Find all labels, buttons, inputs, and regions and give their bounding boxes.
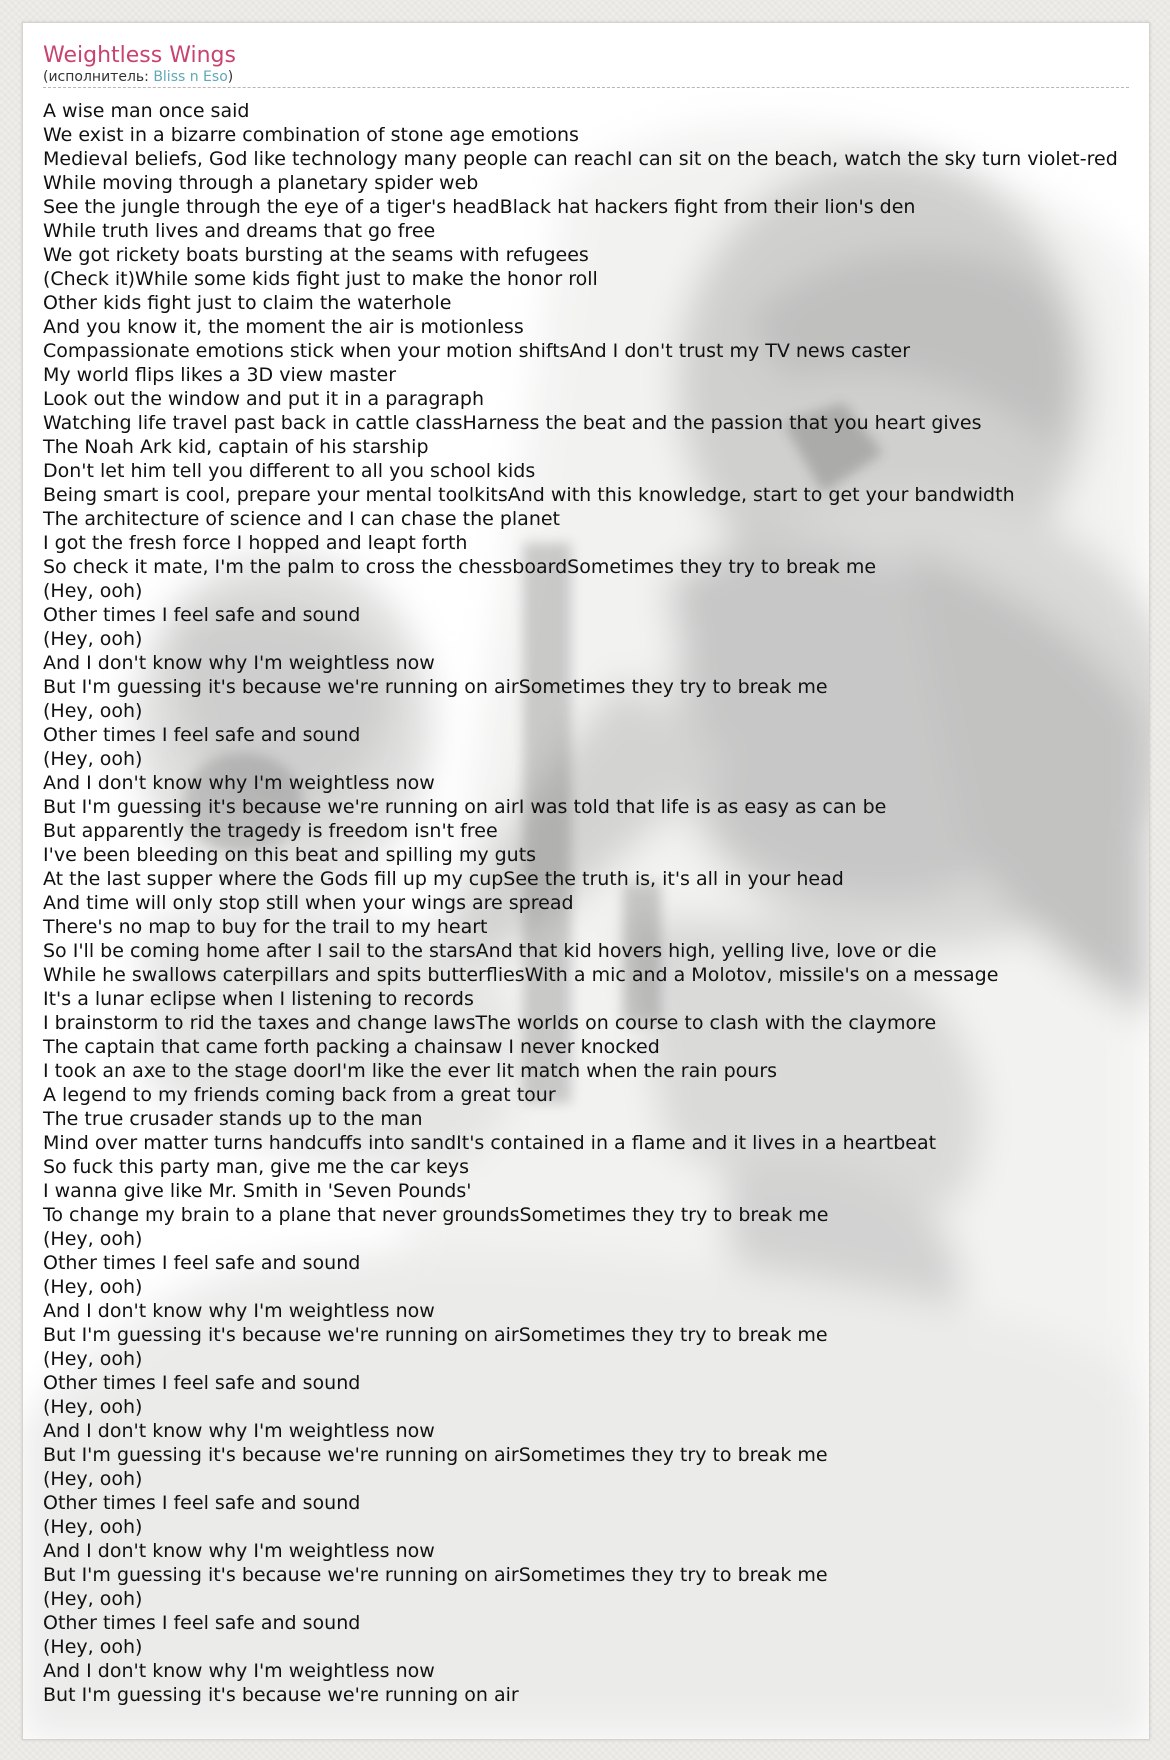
lyric-line: (Hey, ooh) — [43, 1348, 143, 1370]
lyric-line: The captain that came forth packing a chainsaw I never knocked — [43, 1036, 660, 1058]
lyric-line: See the jungle through the eye of a tiger's headBlack hat hackers fight from their lion's den — [43, 196, 916, 218]
lyric-line: I wanna give like Mr. Smith in 'Seven Pounds' — [43, 1180, 472, 1202]
lyric-line: Mind over matter turns handcuffs into sandIt's contained in a flame and it lives in a heartbeat — [43, 1132, 937, 1154]
lyric-line: (Hey, ooh) — [43, 1588, 143, 1610]
lyric-line: (Hey, ooh) — [43, 1276, 143, 1298]
lyric-line: And I don't know why I'm weightless now — [43, 652, 435, 674]
lyric-line: At the last supper where the Gods fill up my cupSee the truth is, it's all in your head — [43, 868, 844, 890]
lyric-line: But I'm guessing it's because we're running on airI was told that life is as easy as can be — [43, 796, 887, 818]
lyric-line: So I'll be coming home after I sail to the starsAnd that kid hovers high, yelling live, love or die — [43, 940, 937, 962]
lyric-line: I've been bleeding on this beat and spilling my guts — [43, 844, 537, 866]
lyric-line: Other times I feel safe and sound — [43, 1252, 361, 1274]
lyric-line: (Hey, ooh) — [43, 580, 143, 602]
song-title: Weightless Wings — [43, 43, 236, 68]
lyric-line: And I don't know why I'm weightless now — [43, 1300, 435, 1322]
lyric-line: There's no map to buy for the trail to my heart — [43, 916, 488, 938]
lyric-line: A legend to my friends coming back from a great tour — [43, 1084, 556, 1106]
lyric-line: But I'm guessing it's because we're running on airSometimes they try to break me — [43, 1324, 828, 1346]
lyric-line: And I don't know why I'm weightless now — [43, 772, 435, 794]
lyric-line: The architecture of science and I can chase the planet — [43, 508, 561, 530]
lyric-line: And I don't know why I'm weightless now — [43, 1420, 435, 1442]
lyric-line: The Noah Ark kid, captain of his starship — [43, 436, 429, 458]
lyric-line: While he swallows caterpillars and spits butterfliesWith a mic and a Molotov, missile's on a message — [43, 964, 999, 986]
lyric-line: We got rickety boats bursting at the seams with refugees — [43, 244, 589, 266]
lyric-line: My world flips likes a 3D view master — [43, 364, 397, 386]
lyric-line: I brainstorm to rid the taxes and change lawsThe worlds on course to clash with the claymore — [43, 1012, 937, 1034]
lyric-line: Other times I feel safe and sound — [43, 604, 361, 626]
lyric-line: But I'm guessing it's because we're running on airSometimes they try to break me — [43, 676, 828, 698]
lyric-line: (Hey, ooh) — [43, 1516, 143, 1538]
lyric-line: While truth lives and dreams that go free — [43, 220, 436, 242]
lyric-line: And you know it, the moment the air is motionless — [43, 316, 524, 338]
lyric-line: Other times I feel safe and sound — [43, 724, 361, 746]
lyric-line: Compassionate emotions stick when your motion shiftsAnd I don't trust my TV news caster — [43, 340, 911, 362]
lyric-line: Other kids fight just to claim the waterhole — [43, 292, 452, 314]
lyric-line: (Hey, ooh) — [43, 1636, 143, 1658]
performer-line — [43, 69, 1129, 88]
artist-link[interactable]: Bliss n Eso — [153, 69, 228, 85]
lyric-line: But I'm guessing it's because we're running on air — [43, 1684, 519, 1706]
lyric-line: The true crusader stands up to the man — [43, 1108, 423, 1130]
lyric-line: So check it mate, I'm the palm to cross the chessboardSometimes they try to break me — [43, 556, 877, 578]
lyrics-card — [22, 22, 1150, 1740]
lyric-line: (Hey, ooh) — [43, 628, 143, 650]
lyric-line: Other times I feel safe and sound — [43, 1492, 361, 1514]
performer-suffix: ) — [227, 69, 234, 85]
lyric-line: Look out the window and put it in a paragraph — [43, 388, 485, 410]
lyric-line: And I don't know why I'm weightless now — [43, 1540, 435, 1562]
lyric-line: I took an axe to the stage doorI'm like the ever lit match when the rain pours — [43, 1060, 778, 1082]
lyric-line: Watching life travel past back in cattle classHarness the beat and the passion that you heart gives — [43, 412, 982, 434]
lyric-line: (Hey, ooh) — [43, 1396, 143, 1418]
lyric-line: I got the fresh force I hopped and leapt forth — [43, 532, 468, 554]
lyric-line: (Hey, ooh) — [43, 1228, 143, 1250]
lyric-line: Don't let him tell you different to all you school kids — [43, 460, 536, 482]
lyrics-content — [43, 43, 1149, 1739]
lyric-line: Being smart is cool, prepare your mental toolkitsAnd with this knowledge, start to get your bandwidth — [43, 484, 1015, 506]
lyric-line: Other times I feel safe and sound — [43, 1372, 361, 1394]
lyric-line: We exist in a bizarre combination of stone age emotions — [43, 124, 579, 146]
lyric-line: (Hey, ooh) — [43, 1468, 143, 1490]
lyric-line: So fuck this party man, give me the car keys — [43, 1156, 470, 1178]
performer-prefix: (исполнитель: — [43, 69, 154, 85]
lyric-line: While moving through a planetary spider web — [43, 172, 479, 194]
lyric-line: It's a lunar eclipse when I listening to records — [43, 988, 474, 1010]
lyric-line: And time will only stop still when your wings are spread — [43, 892, 574, 914]
lyric-line: (Hey, ooh) — [43, 700, 143, 722]
lyric-line: (Hey, ooh) — [43, 748, 143, 770]
lyric-line: But I'm guessing it's because we're running on airSometimes they try to break me — [43, 1444, 828, 1466]
lyric-line: To change my brain to a plane that never groundsSometimes they try to break me — [43, 1204, 829, 1226]
lyric-line: Other times I feel safe and sound — [43, 1612, 361, 1634]
lyric-line: But apparently the tragedy is freedom isn't free — [43, 820, 498, 842]
lyric-line: And I don't know why I'm weightless now — [43, 1660, 435, 1682]
lyrics-text — [43, 99, 1149, 1707]
lyric-line: (Check it)While some kids fight just to make the honor roll — [43, 268, 598, 290]
lyric-line: A wise man once said — [43, 100, 250, 122]
lyric-line: But I'm guessing it's because we're running on airSometimes they try to break me — [43, 1564, 828, 1586]
lyric-line: Medieval beliefs, God like technology many people can reachI can sit on the beach, watch the sky turn violet-red — [43, 148, 1118, 170]
